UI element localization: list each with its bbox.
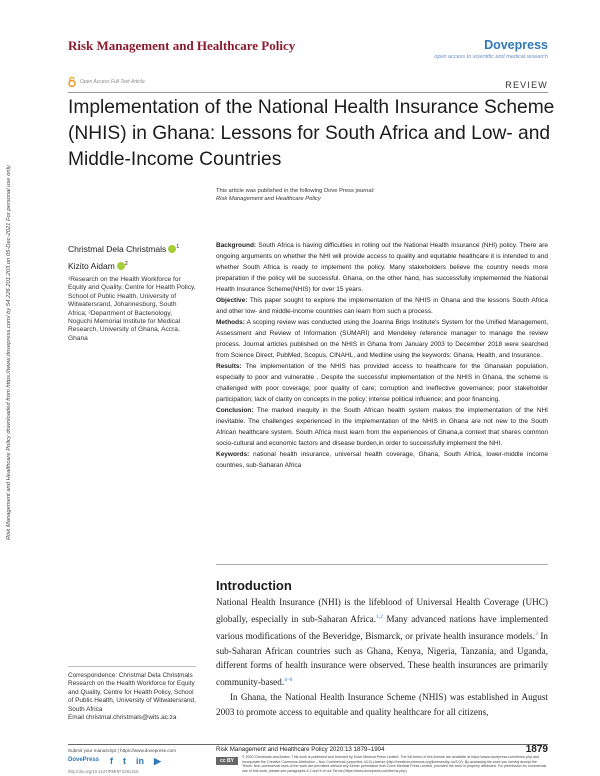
open-access-label: Open Access Full Text Article bbox=[80, 79, 145, 85]
journal-name: Risk Management and Healthcare Policy bbox=[68, 38, 296, 53]
abstract-methods: Methods: A scoping review was conducted using the Joanna Brigs Institute's System for the Unified Management, Assessment and Review of Information (SUMARI) and Mendeley reference manager to manage the review process. Journal articles published on the NHIS in Ghana from January 2003 to December 2018 were searched from Science Direct, PubMed, Scopus, CINAHL, and Medline using the keywords: Ghana, Health, and Insurance. bbox=[216, 319, 548, 359]
publication-note bbox=[216, 187, 375, 203]
doi-link[interactable]: http://doi.org/10.2147/RMHP.S261315 bbox=[68, 769, 139, 774]
publisher-logo[interactable]: Dovepress bbox=[484, 38, 548, 52]
journal-citation: Risk Management and Healthcare Policy 2020:13 1879–1904 bbox=[216, 746, 385, 753]
abstract-results: Results: The implementation of the NHIS has provided access to healthcare for the Ghanaian population, especially to poor and vulnerable . Despite the successful implementation of the NHIS in Ghana, the scheme is challenged with poor coverage; poor quality of care; corruption and ineffective governance; poor stakeholder participation; lack of clarity on concepts in the policy; intense political influence; and poor financing. bbox=[216, 363, 548, 403]
license-text: © 2020 Christmals and Aidam. This work is published and licensed by Dove Medical Press Limited. The full terms of this license are available at https://www.dovepress.com/terms.php and incorporate the Creative Commons Attribution – Non Commercial (unported, v3.0) License (http://creativecommons.org/licenses/by-nc/3.0/). By accessing the work you hereby accept the Terms. Non-commercial uses of the work are permitted without any further permission from Dove Medical Press Limited, provided the work is properly attributed. For permission for commercial use of this work, please see paragraphs 4.2 and 5 of our Terms (https://www.dovepress.com/terms.php). bbox=[242, 755, 547, 773]
abstract-conclusion: Conclusion: The marked inequity in the South African health system makes the implementation of the NHI inevitable. The challenges experienced in the implementation of the NHIS in Ghana are not new to the South African healthcare system. South Africa must learn from the experiences of Ghana,a context that shares common socio-cultural and economic factors and disease burden,in order to successfully implement the NHI. bbox=[216, 407, 548, 447]
abstract-keywords: Keywords: national health insurance, universal health coverage, Ghana, South Africa, lower-middle income countries, sub-Saharan Africa bbox=[216, 451, 548, 469]
footer-divider bbox=[68, 744, 548, 745]
reference-link[interactable]: 4–6 bbox=[284, 677, 293, 684]
download-watermark-text: Risk Management and Healthcare Policy downloaded from https://www.dovepress.com/ by 54.226.201.203 on 05-Dec-2021 For personal use only. bbox=[6, 164, 12, 540]
abstract-divider bbox=[216, 564, 548, 565]
publication-note-journal: Risk Management and Healthcare Policy bbox=[216, 196, 321, 202]
correspondence-label: Correspondence: Christmal Dela Christmals bbox=[68, 672, 193, 679]
correspondence-address: Research on the Health Workforce for Equity and Quality, Centre for Health Policy, School of Public Health, University of Witwatersrand, South Africa bbox=[68, 680, 196, 713]
open-access-icon bbox=[68, 77, 76, 87]
social-links bbox=[110, 756, 161, 767]
introduction-body bbox=[216, 595, 548, 720]
paragraph: National Health Insurance (NHI) is the lifeblood of Universal Health Coverage (UHC) globally, especially in sub-Saharan Africa.$^{1,2}$ Many advanced nations have implemented various modifications of the Beveridge, Bismarck, or private health insurance models.$^3$ In sub-Saharan African countries such as Ghana, Kenya, Nigeria, Tanzania, and Uganda, different forms of health insurance were observed. These health insurances are primarily community-based.$^{4-6}$ bbox=[216, 597, 549, 688]
paragraph: In Ghana, the National Health Insurance Scheme (NHIS) was established in August 2003 to promote access to equitable and quality healthcare for all citizens, bbox=[216, 691, 548, 717]
header-divider bbox=[68, 92, 548, 93]
facebook-icon[interactable]: f bbox=[110, 756, 113, 766]
author-2[interactable]: Kizito Aidam $^2$ bbox=[68, 260, 128, 271]
download-watermark bbox=[6, 140, 20, 540]
article-title: Implementation of the National Health Insurance Scheme (NHIS) in Ghana: Lessons for South Africa and Low- and Middle-Income Countries bbox=[68, 97, 555, 170]
reference-link[interactable]: 3 bbox=[535, 630, 538, 637]
correspondence-email[interactable]: Email christmal.christmals@wits.ac.za bbox=[68, 714, 177, 722]
publication-note-line: This article was published in the following Dove Press journal: bbox=[216, 188, 375, 194]
linkedin-icon[interactable]: in bbox=[136, 756, 144, 766]
open-access-badge bbox=[68, 77, 145, 87]
correspondence-divider bbox=[68, 666, 196, 667]
twitter-icon[interactable]: t bbox=[123, 756, 126, 766]
submit-manuscript[interactable]: Submit your manuscript | https://www.dovepress.com bbox=[68, 748, 176, 753]
abstract-background: Background: South Africa is having difficulties in rolling out the National Health Insurance (NHI) policy. There are ongoing arguments on whether the NHI will provide access to quality and equitable healthcare it is intended to and whether South Africa is ready to implement the policy. Many stakeholders believe the country needs more preparation if the policy will be successful. Ghana, on the other hand, has successfully implemented the National Health Insurance Scheme(NHIS) for over 15 years. bbox=[216, 242, 548, 293]
orcid-icon[interactable] bbox=[117, 262, 125, 270]
publisher-tagline: open access to scientific and medical research bbox=[434, 54, 548, 60]
creative-commons-badge[interactable]: cc BY NC bbox=[216, 757, 238, 765]
authors-block bbox=[68, 240, 179, 274]
page-number: 1879 bbox=[525, 744, 548, 755]
abstract bbox=[216, 240, 548, 471]
dovepress-footer-logo[interactable]: DovePress bbox=[68, 757, 100, 763]
article-type: REVIEW bbox=[505, 80, 548, 90]
abstract-objective: Objective: This paper sought to explore the implementation of the NHIS in Ghana and the lessons South Africa and other low- and middle-income countries can learn from such a process. bbox=[216, 297, 548, 315]
youtube-icon[interactable]: ▶ bbox=[154, 756, 161, 766]
section-heading-introduction: Introduction bbox=[216, 578, 292, 593]
reference-link[interactable]: 1,2 bbox=[376, 613, 383, 620]
affiliations: ¹Research on the Health Workforce for Equity and Quality, Centre for Health Policy, School of Public Health, University of Witwatersrand, Johannesburg, South Africa; ²Department of Bacteriology, Noguchi Memorial Institute for Medical Research, University of Ghana, Accra, Ghana bbox=[68, 276, 196, 342]
correspondence bbox=[68, 672, 196, 722]
author-1[interactable]: Christmal Dela Christmals $^1$ bbox=[68, 243, 180, 254]
